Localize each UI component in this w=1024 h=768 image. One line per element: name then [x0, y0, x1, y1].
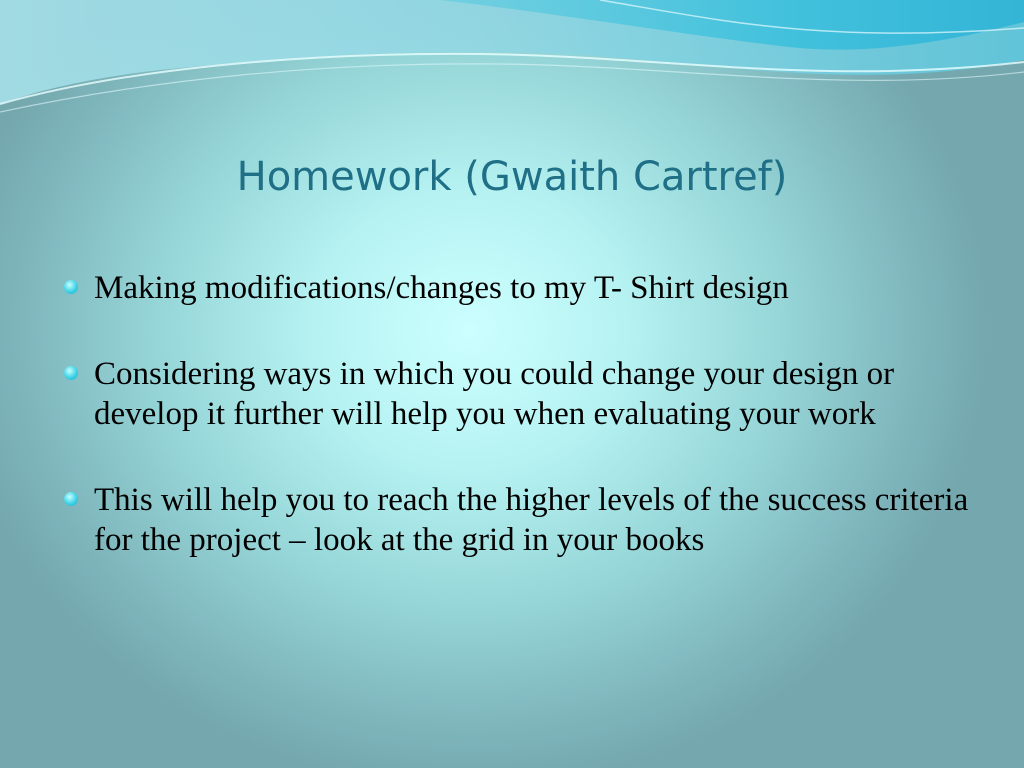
- bullet-icon: [64, 492, 78, 506]
- bullet-item: [62, 354, 982, 434]
- bullet-text: Considering ways in which you could change your design or develop it further will help you when evaluating your work: [94, 356, 895, 432]
- bullet-item: [62, 480, 982, 560]
- bullet-icon: [64, 280, 78, 294]
- bullet-text: This will help you to reach the higher levels of the success criteria for the project – look at the grid in your books: [94, 482, 969, 558]
- bullet-list: [62, 268, 982, 606]
- header-wave-decoration: [0, 0, 1024, 130]
- bullet-text: Making modifications/changes to my T- Shirt design: [94, 270, 789, 306]
- bullet-icon: [64, 366, 78, 380]
- slide-title: Homework (Gwaith Cartref): [236, 154, 788, 200]
- bullet-item: [62, 268, 982, 308]
